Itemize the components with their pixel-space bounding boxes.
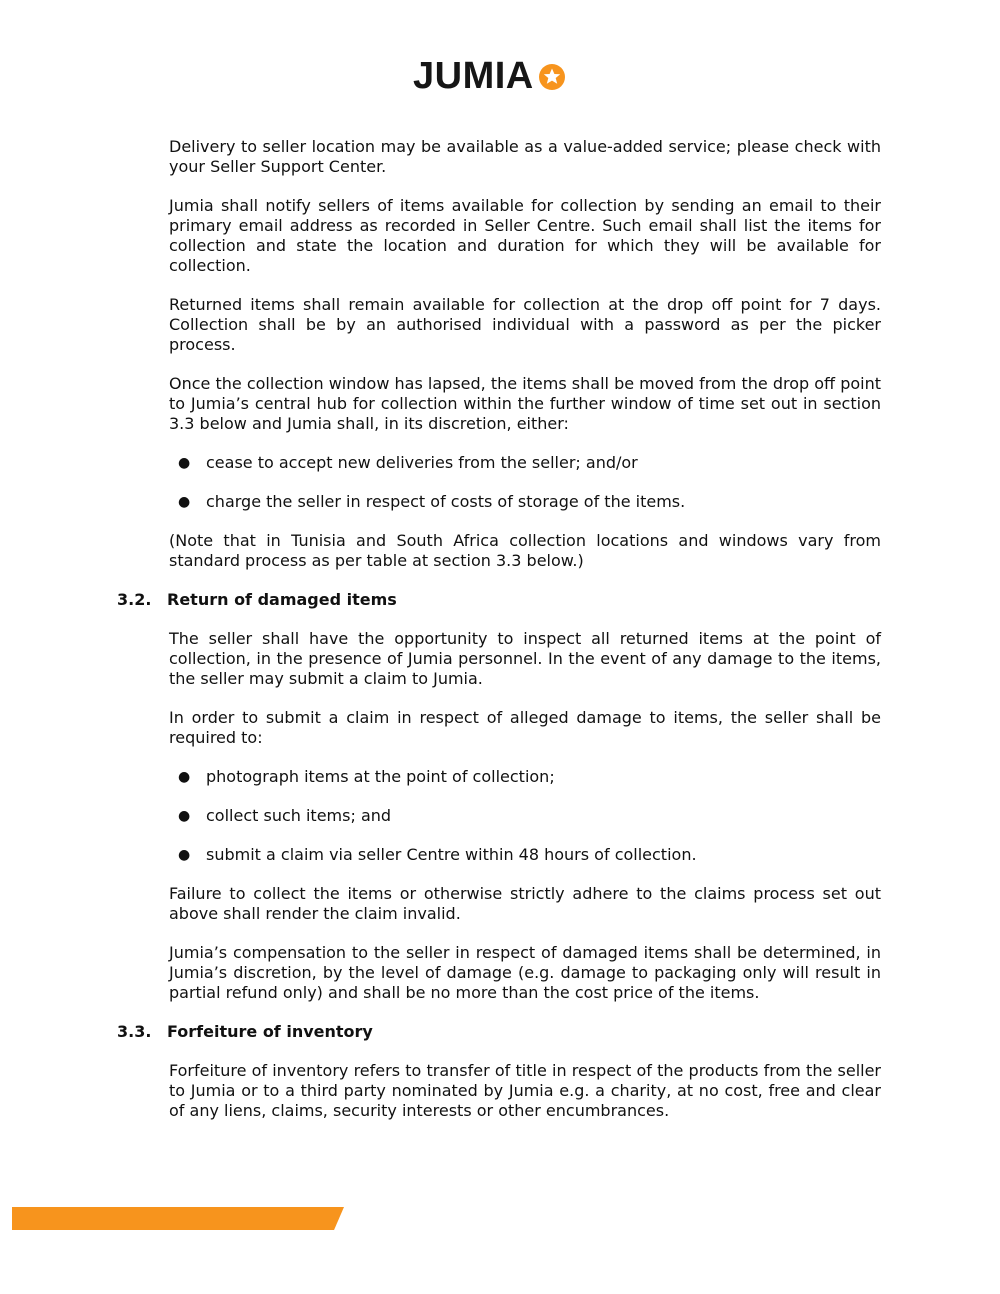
paragraph-note: (Note that in Tunisia and South Africa collection locations and windows vary from standard process as per table at section 3.3 below.) [169,531,881,570]
paragraph-returned-items: Returned items shall remain available for collection at the drop off point for 7 days. Collection shall be by an authorised individual with a password as per the picker process. [169,295,881,354]
paragraph-inspect: The seller shall have the opportunity to inspect all returned items at the point of collection, in the presence of Jumia personnel. In the event of any damage to the items, the seller may submit a claim to Jumia. [169,629,881,688]
paragraph-delivery: Delivery to seller location may be available as a value-added service; please check with your Seller Support Center. [169,137,881,176]
jumia-logo [413,56,567,96]
list-item-text: cease to accept new deliveries from the seller; and/or [206,453,638,472]
footer-accent-bar [12,1207,344,1230]
list-item [169,492,881,512]
section-heading-3-2 [117,590,881,610]
logo-text: JUMIA [413,55,534,97]
bullet-dot: ● [178,847,191,863]
paragraph-notify: Jumia shall notify sellers of items available for collection by sending an email to their primary email address as recorded in Seller Centre. Such email shall list the items for collection and state the location and duration for which they will be available for collection. [169,196,881,275]
paragraph-forfeiture: Forfeiture of inventory refers to transfer of title in respect of the products from the seller to Jumia or to a third party nominated by Jumia e.g. a charity, at no cost, free and clear of any liens, claims, security interests or other encumbrances. [169,1061,881,1120]
list-item [169,453,881,473]
list-item [169,845,881,865]
section-number: 3.3. [117,1022,152,1041]
section-title: Return of damaged items [167,590,397,609]
list-item-text: collect such items; and [206,806,392,825]
bullet-dot: ● [178,769,191,785]
paragraph-compensation: Jumia’s compensation to the seller in respect of damaged items shall be determined, in Jumia’s discretion, by the level of damage (e.g. damage to packaging only will result in partial refund only) and shall be no more than the cost price of the items. [169,943,881,1002]
paragraph-failure: Failure to collect the items or otherwise strictly adhere to the claims process set out above shall render the claim invalid. [169,884,881,923]
bullet-list-consequences [169,453,881,512]
list-item-text: charge the seller in respect of costs of storage of the items. [206,492,686,511]
bullet-dot: ● [178,455,191,471]
bullet-dot: ● [178,808,191,824]
list-item-text: photograph items at the point of collection; [206,767,555,786]
paragraph-collection-window: Once the collection window has lapsed, the items shall be moved from the drop off point to Jumia’s central hub for collection within the further window of time set out in section 3.3 below and Jumia shall, in its discretion, either: [169,374,881,433]
section-heading-3-3 [117,1022,881,1042]
star-in-circle-icon [537,62,567,92]
list-item [169,806,881,826]
list-item [169,767,881,787]
paragraph-claim-requirements: In order to submit a claim in respect of alleged damage to items, the seller shall be required to: [169,708,881,747]
list-item-text: submit a claim via seller Centre within 48 hours of collection. [206,845,697,864]
bullet-list-claim-steps [169,767,881,865]
section-title: Forfeiture of inventory [167,1022,373,1041]
section-number: 3.2. [117,590,152,609]
bullet-dot: ● [178,494,191,510]
document-body [117,137,881,1140]
